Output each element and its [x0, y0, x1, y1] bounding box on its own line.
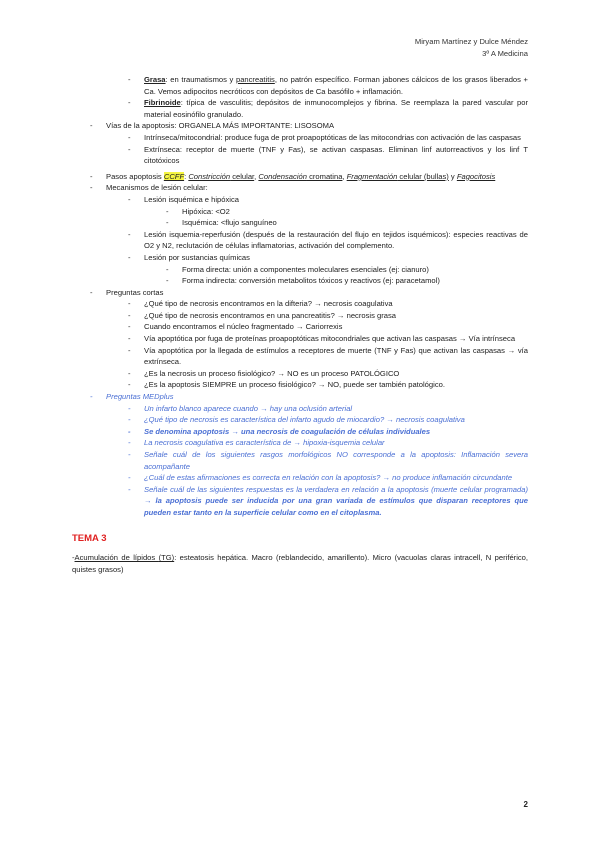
list-item-medplus: - Preguntas MEDplus [90, 392, 174, 402]
page-header [415, 36, 528, 60]
list-item-hipoxica: - Hipóxica: <O2 [166, 206, 230, 216]
bullet: - [166, 264, 169, 274]
list-item-mp-7: - Señale cuál de las siguientes respuestas es la verdadera en relación a la apoptosis (muerte celular programada) → la apoptosis puede ser inducida por una gran variada de estímulos que disparan receptores que pueden estar tanto en la superficie celular como en el citoplasma. [128, 484, 528, 517]
list-item-mp-3: - Se denomina apoptosis → una necrosis de coagulación de células individuales [128, 426, 431, 436]
term-pancreatitis: pancreatitis [235, 75, 275, 84]
bullet: - [90, 392, 93, 402]
bullet: - [90, 171, 93, 181]
bullet: - [166, 218, 169, 228]
list-item-extrinseca: - Extrínseca: receptor de muerte (TNF y Fas), se activan caspasas. Eliminan linf autorreactivos y los linf T citotóxicos [128, 144, 528, 166]
list-item-isquemica: - Lesión isquémica e hipóxica [128, 194, 239, 204]
page-content [72, 74, 528, 575]
list-item-mp-2: - ¿Qué tipo de necrosis es característica del infarto agudo de miocardio? → necrosis coagulativa [128, 415, 465, 425]
list-item-pc-1: - ¿Qué tipo de necrosis encontramos en una pancreatitis? → necrosis grasa [128, 310, 396, 320]
list-item-isquemica-sub: - Isquémica: <flujo sanguíneo [166, 218, 277, 228]
bullet: - [166, 206, 169, 216]
list-item-pc-0: - ¿Qué tipo de necrosis encontramos en la difteria? → necrosis coagulativa [128, 299, 393, 309]
list-item-preguntas-cortas: - Preguntas cortas [90, 287, 164, 297]
list-item-pc-2: - Cuando encontramos el núcleo fragmentado → Cariorrexis [128, 322, 343, 332]
course-line: 3º A Medicina [482, 49, 528, 58]
list-item-mp-4: - La necrosis coagulativa es característica de → hipoxia-isquemia celular [128, 438, 385, 448]
bullet: - [128, 252, 131, 262]
bullet: - [166, 276, 169, 286]
term-grasa: Grasa [144, 75, 166, 84]
list-item-reperfusion: - Lesión isquemia-reperfusión (después de la restauración del flujo en tejidos isquémicos): especies reactivas de O2 y N2, reclutación de células inflamatorias, activación del complemento. [128, 229, 528, 251]
list-item-pc-6: - ¿Es la apoptosis SIEMPRE un proceso fisiológico? → NO, puede ser también patológico. [128, 380, 445, 390]
list-item-mecanismos: - Mecanismos de lesión celular: [90, 183, 208, 193]
tema3-paragraph: -Acumulación de lípidos (TG): esteatosis hepática. Macro (reblandecido, amarillento). Micro (vacuolas claras intracell, N periférico, quistes grasos) [72, 553, 529, 574]
list-item-grasa: - Grasa: en traumatismos y pancreatitis, no patrón específico. Forman jabones cálcicos de los grasos liberados + Ca. Vemos adipocitos necróticos con depósitos de Ca basófilo + inflamación. [128, 75, 528, 96]
section-title-tema-3: TEMA 3 [72, 532, 107, 544]
bullet: - [90, 287, 93, 297]
bullet: - [128, 132, 131, 142]
list-item-pasos: - Pasos apoptosis CCFF: Constricción celular, Condensación cromatina, Fragmentación celular (bullas) y Fagocitosis [90, 171, 496, 181]
list-item-intrinseca: - Intrínseca/mitocondrial: produce fuga de prot proapoptóticas de las mitocondrias con activación de las caspasas [128, 132, 521, 142]
bullet: - [128, 98, 131, 108]
list-item-mp-5: - Señale cuál de los siguientes rasgos morfológicos NO corresponde a la apoptosis: Inflamación severa acompañante [128, 450, 528, 471]
bullet: - [128, 229, 131, 239]
list-item-quimicas: - Lesión por sustancias químicas [128, 252, 250, 262]
list-item-directa: - Forma directa: unión a componentes moleculares esenciales (ej: cianuro) [166, 264, 429, 274]
list-item-pc-5: - ¿Es la necrosis un proceso fisiológico? → NO es un proceso PATOLÓGICO [128, 368, 400, 378]
page-number: 2 [523, 800, 528, 809]
bullet: - [90, 121, 93, 131]
bullet: - [128, 144, 131, 154]
list-item-fibrinoide: - Fibrinoide: típica de vasculitis; depósitos de inmunocomplejos y fibrina. Se reemplaza la pared vascular por material eosinófilo granulado. [128, 98, 528, 119]
list-item-pc-3: - Vía apoptótica por fuga de proteínas proapoptóticas mitocondriales que activan las caspasas → Vía intrínseca [128, 334, 516, 344]
bullet: - [128, 194, 131, 204]
author-line: Miryam Martínez y Dulce Méndez [414, 37, 528, 46]
list-item-vias: - Vías de la apoptosis: ORGANELA MÁS IMPORTANTE: LISOSOMA [90, 121, 335, 131]
ccff-highlight: CCFF [163, 171, 185, 181]
bullet: - [128, 75, 131, 84]
list-item-mp-6: - ¿Cuál de estas afirmaciones es correcta en relación con la apoptosis? → no produce inflamación circundante [128, 473, 513, 483]
list-item-mp-1: - Un infarto blanco aparece cuando → hay una oclusión arterial [128, 403, 353, 413]
term-fibrinoide: Fibrinoide [144, 98, 181, 108]
bullet: - [90, 183, 93, 193]
list-item-pc-4: - Vía apoptótica por la llegada de estímulos a receptores de muerte (TNF y Fas) que activan las caspasas → vía extrínseca. [128, 345, 528, 367]
list-item-indirecta: - Forma indirecta: conversión metabolitos tóxicos y reactivos (ej: paracetamol) [166, 276, 440, 286]
